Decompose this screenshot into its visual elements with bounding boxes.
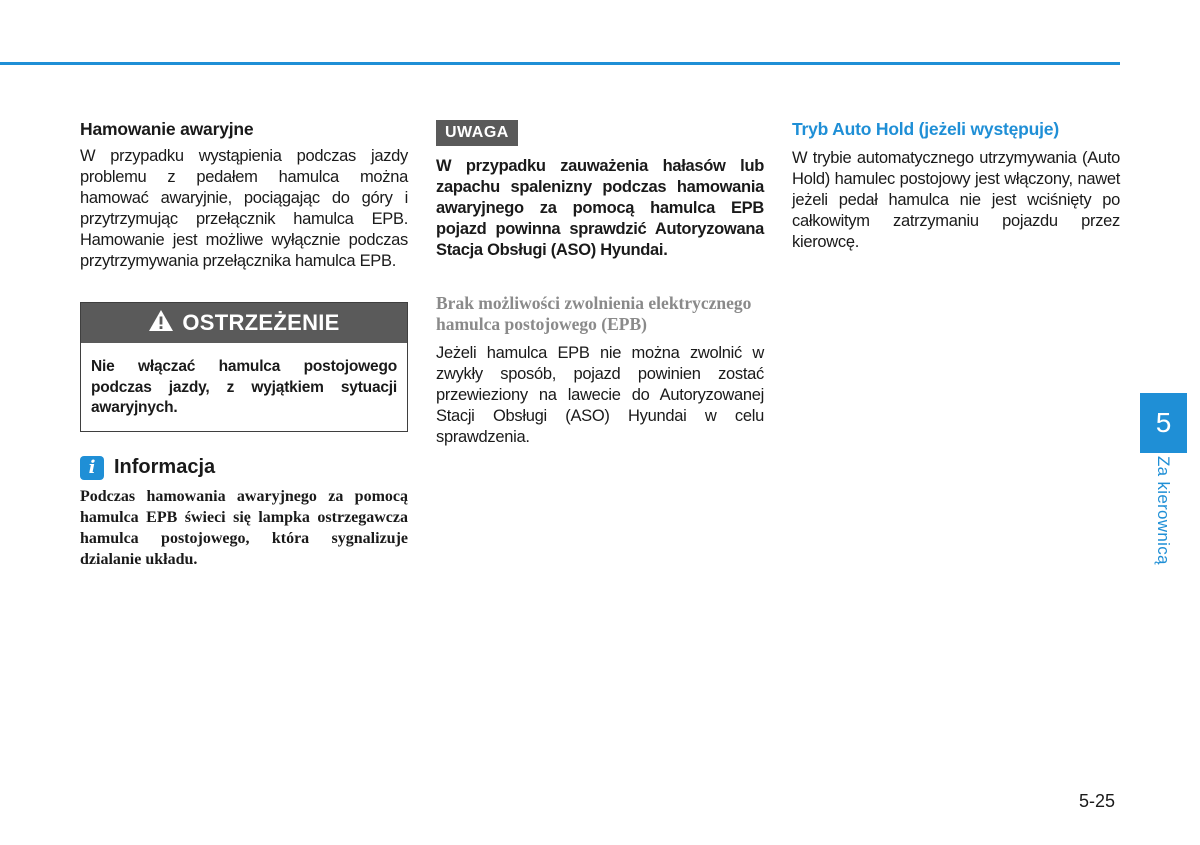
chapter-tab: 5 (1140, 393, 1187, 453)
warning-triangle-icon (148, 309, 174, 337)
warning-header (81, 303, 407, 343)
page-number: 5-25 (1079, 791, 1116, 811)
auto-hold-text: W trybie automatycznego utrzymywania (Auto Hold) hamulec postojowy jest włączony, nawet jeżeli pedał hamulca nie jest wciśnięty po całkowitym zatrzymaniu pojazdu przez kierowcę. (792, 149, 1120, 251)
warning-title: OSTRZEŻENIE (182, 310, 340, 335)
caution-text: W przypadku zauważenia hałasów lub zapachu spalenizny podczas hamowania awaryjnego za pomocą hamulca EPB pojazd powinna sprawdzić Autoryzowana Stacja Obsługi (ASO) Hyundai. (436, 157, 764, 259)
column-middle (436, 118, 764, 448)
chapter-title: Za kierownicą (1154, 456, 1173, 565)
info-title: Informacja (114, 456, 216, 478)
info-header (80, 456, 408, 480)
section-heading-auto-hold: Tryb Auto Hold (jeżeli występuje) (792, 119, 1059, 139)
column-left (80, 118, 408, 570)
warning-text: Nie włączać hamulca postojowego podczas jazdy, z wyjątkiem sytuacji awaryjnych. (91, 358, 397, 416)
epb-release-text: Jeżeli hamulca EPB nie można zwolnić w zwykły sposób, pojazd powinien zostać przewieziony na lawecie do Autoryzowanej Stacji Obsługi (ASO) Hyundai w celu sprawdzenia. (436, 344, 764, 446)
caution-badge: UWAGA (436, 120, 518, 146)
info-text: Podczas hamowania awaryjnego za pomocą hamulca EPB świeci się lampka ostrzegawcza hamulca postojowego, która sygnalizuje dzialanie układu. (80, 487, 408, 568)
column-right (792, 118, 1120, 253)
warning-box (80, 302, 408, 432)
emergency-braking-text: W przypadku wystąpienia podczas jazdy problemu z pedałem hamulca można hamować awaryjnie, pociągając do góry i przytrzymując przełącznik hamulca EPB. Hamowanie jest możliwe wyłącznie podczas przytrzymywania przełącznika hamulca EPB. (80, 147, 408, 270)
info-icon: i (80, 456, 104, 480)
section-heading-epb-release: Brak możliwości zwolnienia elektrycznego hamulca postojowego (EPB) (436, 293, 752, 334)
section-heading-emergency-braking: Hamowanie awaryjne (80, 119, 254, 139)
header-rule (0, 62, 1120, 65)
